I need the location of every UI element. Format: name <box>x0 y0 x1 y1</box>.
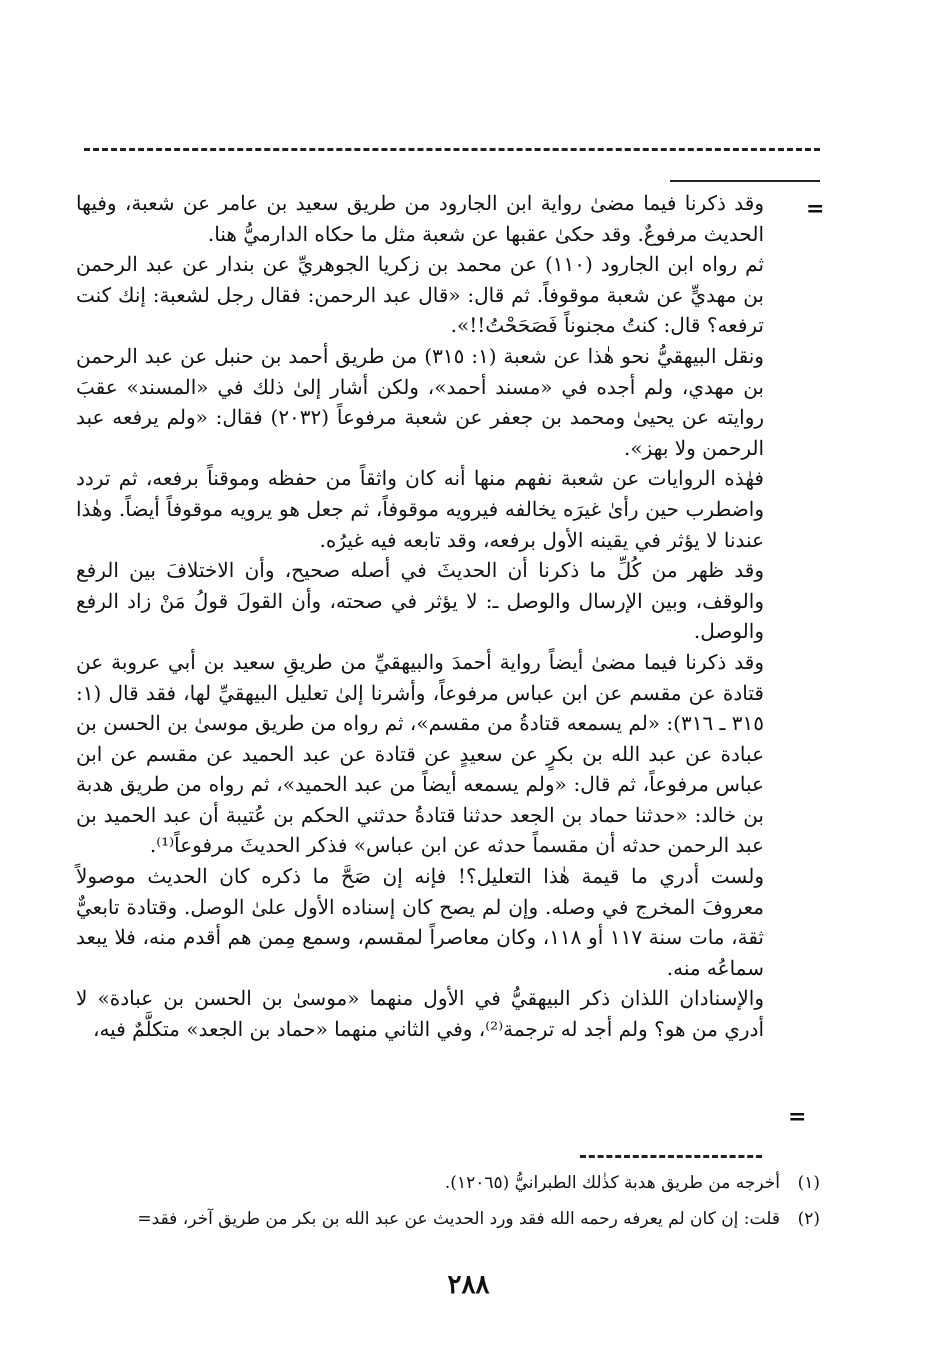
paragraph: ولست أدري ما قيمة هٰذا التعليل؟! فإنه إن صَحَّ ما ذكره كان الحديث موصولاً معروفَ المخرج في وصله. وإن لم يصح كان إسناده الأول علىٰ الوصل. وقتادة تابعيٌّ ثقة، مات سنة ١١٧ أو ١١٨، وكان معاصراً لمقسم، وسمع مِمن هم أقدم منه، فلا يبعد سماعُه منه. <box>76 864 764 980</box>
paragraph: ونقل البيهقيُّ نحو هٰذا عن شعبة (١: ٣١٥) من طريق أحمد بن حنبل عن عبد الرحمن بن مهدي، ولم أجده في «مسند أحمد»، ولكن أشار إلىٰ ذلك في «المسند» عقبَ روايته عن يحيىٰ ومحمد بن جعفر عن شعبة مرفوعاً (٢٠٣٢) فقال: «ولم يرفعه عبد الرحمن ولا بهز». <box>76 343 765 460</box>
main-text <box>76 188 764 1045</box>
footnotes <box>56 1172 820 1244</box>
footnote-text: قلت: إن كان لم يعرفه رحمه الله فقد ورد الحديث عن عبد الله بن بكر من طريق آخر، فقد= <box>137 1209 780 1229</box>
continuation-mark-end: = <box>788 1104 807 1130</box>
paragraph: وقد ذكرنا فيما مضىٰ رواية ابن الجارود من طريق سعيد بن عامر عن شعبة، وفيها الحديث مرفوعٌ. وقد حكىٰ عقبها عن شعبة مثل ما حكاه الدارميُّ هنا. <box>76 191 764 246</box>
paragraph: والإسنادان اللذان ذكر البيهقيُّ في الأول منهما «موسىٰ بن الحسن بن عبادة» لا أدري من هو؟ ولم أجد له ترجمة⁽²⁾، وفي الثاني منهما «حماد بن الجعد» متكلَّمٌ فيه، <box>76 986 764 1042</box>
top-dashed-rule <box>84 148 820 151</box>
footnote <box>56 1208 820 1230</box>
page-number: ٢٨٨ <box>447 1270 490 1300</box>
footnote-separator <box>580 1155 762 1158</box>
footnote-number: (٢) <box>797 1209 820 1229</box>
footnote <box>56 1172 820 1194</box>
paragraph: فهٰذه الروايات عن شعبة نفهم منها أنه كان واثقاً من حفظه وموقناً برفعه، ثم تردد واضطرب حين رأىٰ غيرَه يخالفه فيرويه موقوفاً، ثم جعل هو يرويه موقوفاً أيضاً. وهٰذا عندنا لا يؤثر في يقينه الأول برفعه، وقد تابعه فيه غيرُه. <box>76 466 764 552</box>
footnote-number: (١) <box>797 1173 820 1193</box>
paragraph: ثم رواه ابن الجارود (١١٠) عن محمد بن زكريا الجوهريِّ عن بندار عن عبد الرحمن بن مهديٍّ عن شعبة موقوفاً. ثم قال: «قال عبد الرحمن: فقال رجل لشعبة: إنك كنت ترفعه؟ قال: كنتُ مجنوناً فَصَحَحْتُ!!». <box>76 252 765 338</box>
continuation-rule <box>670 180 820 182</box>
footnote-text: أخرجه من طريق هدبة كذٰلك الطبرانيُّ (١٢٠٦٥). <box>444 1173 780 1193</box>
paragraph: وقد ظهر من كُلِّ ما ذكرنا أن الحديثَ في أصله صحيح، وأن الاختلافَ بين الرفع والوقف، وبين الإرسال والوصل ـ: لا يؤثر في صحته، وأن القولَ قولُ مَنْ زاد الرفع والوصل. <box>76 558 764 644</box>
continuation-mark-start: = <box>806 196 825 222</box>
paragraph: وقد ذكرنا فيما مضىٰ أيضاً رواية أحمدَ والبيهقيِّ من طريقِ سعيد بن أبي عروبة عن قتادة عن مقسم عن ابن عباس مرفوعاً، وأشرنا إلىٰ تعليل البيهقيِّ لها، فقد قال (١: ٣١٥ ـ ٣١٦): «لم يسمعه قتادةُ من مقسم»، ثم رواه من طريق موسىٰ بن الحسن بن عبادة عن عبد الله بن بكرٍ عن سعيدٍ عن قتادة عن عبد الحميد عن مقسم عن ابن عباس مرفوعاً، ثم قال: «ولم يسمعه أيضاً من عبد الحميد»، ثم رواه من طريق هدبة بن خالد: «حدثنا حماد بن الجعد حدثنا قتادةُ حدثني الحكم بن عُتيبة أن عبد الحميد بن عبد الرحمن حدثه أن مقسماً حدثه عن ابن عباس» فذكر الحديثَ مرفوعاً⁽¹⁾. <box>76 649 765 858</box>
